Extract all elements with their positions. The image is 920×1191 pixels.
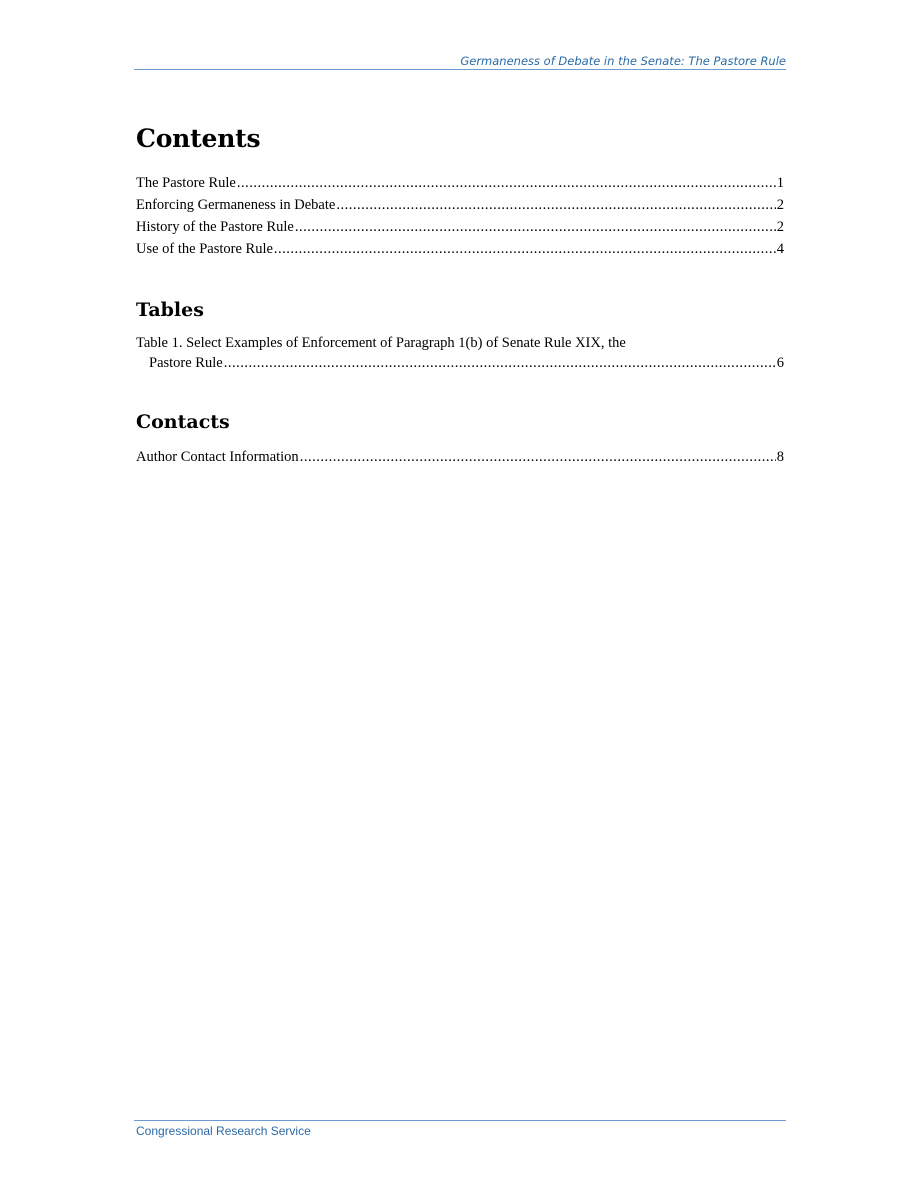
toc-entry-title: Use of the Pastore Rule xyxy=(136,241,273,257)
toc-entry-title: Table 1. Select Examples of Enforcement of Paragraph 1(b) of Senate Rule XIX, the xyxy=(136,335,626,351)
contacts-list xyxy=(136,446,784,468)
running-footer xyxy=(134,1120,786,1138)
dot-leader xyxy=(274,238,776,260)
toc-entry-author-contact[interactable] xyxy=(136,446,784,468)
dot-leader xyxy=(295,216,776,238)
dot-leader xyxy=(224,353,776,373)
toc-entry-page: 2 xyxy=(776,197,784,213)
toc-entry-table-1[interactable] xyxy=(136,333,784,373)
toc-entry-title: Author Contact Information xyxy=(136,449,299,465)
toc-entry-page: 2 xyxy=(776,219,784,235)
toc-entry-enforcing-germaneness[interactable] xyxy=(136,194,784,216)
toc-entry-title: Enforcing Germaneness in Debate xyxy=(136,197,336,213)
footer-organization: Congressional Research Service xyxy=(136,1124,311,1138)
contacts-heading: Contacts xyxy=(136,411,230,433)
toc-entry-use[interactable] xyxy=(136,238,784,260)
dot-leader xyxy=(336,194,775,216)
toc-entry-page: 8 xyxy=(776,449,784,465)
dot-leader xyxy=(237,172,776,194)
tables-list xyxy=(136,333,784,373)
contents-heading: Contents xyxy=(136,124,261,153)
running-header-title: Germaneness of Debate in the Senate: The Pastore Rule xyxy=(460,54,786,68)
tables-heading: Tables xyxy=(136,299,204,321)
contents-list xyxy=(136,172,784,260)
toc-entry-page: 1 xyxy=(776,175,784,191)
toc-entry-pastore-rule[interactable] xyxy=(136,172,784,194)
running-header xyxy=(134,54,786,70)
toc-entry-title: History of the Pastore Rule xyxy=(136,219,294,235)
toc-entry-page: 6 xyxy=(776,355,784,371)
toc-entry-title: The Pastore Rule xyxy=(136,175,236,191)
dot-leader xyxy=(300,446,776,468)
toc-entry-page: 4 xyxy=(776,241,784,257)
toc-entry-title-continued: Pastore Rule xyxy=(149,355,223,371)
toc-entry-history[interactable] xyxy=(136,216,784,238)
